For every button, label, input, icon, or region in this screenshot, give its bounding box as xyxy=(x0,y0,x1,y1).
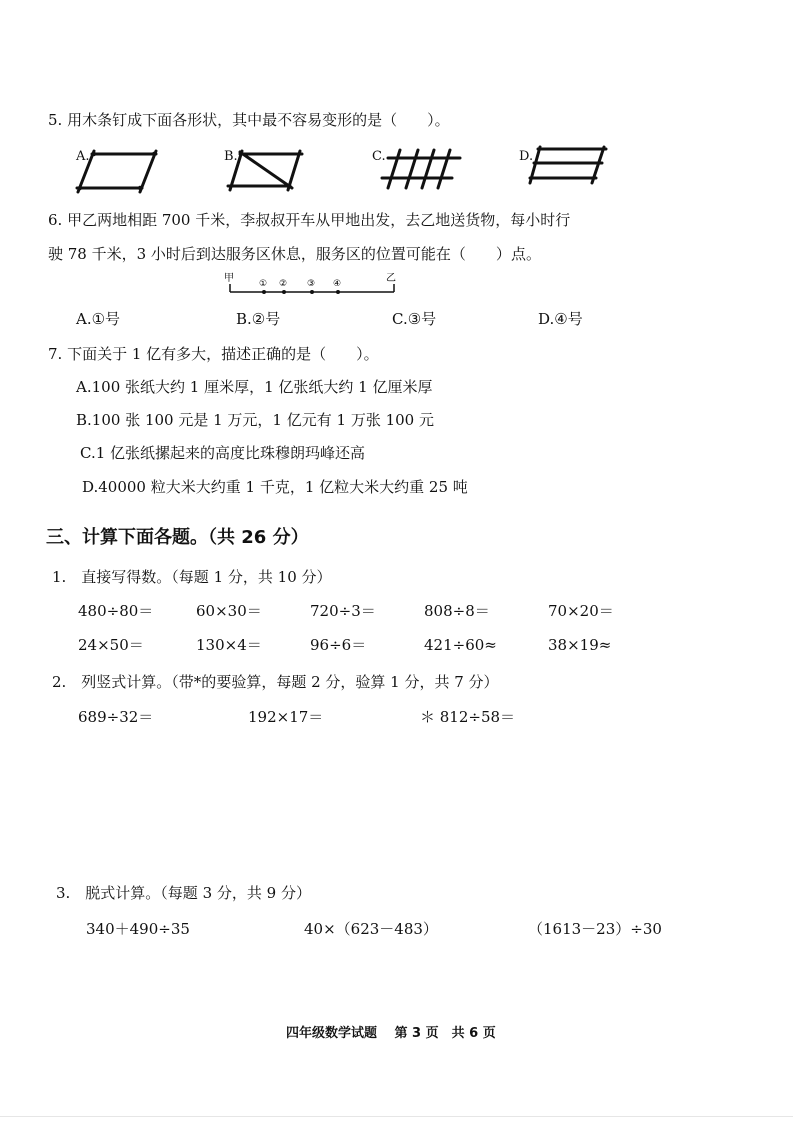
q5-option-d-label: D. xyxy=(519,149,534,164)
q6-option-d[interactable]: D.④号 xyxy=(538,310,583,328)
page-footer: 四年级数学试题 第 3 页 共 6 页 xyxy=(286,1026,496,1041)
q7-option-a[interactable]: A.100 张纸大约 1 厘米厚，1 亿张纸大约 1 亿厘米厚 xyxy=(76,378,433,396)
bottom-divider xyxy=(0,1116,793,1117)
mental-math-item: 38×19≈ xyxy=(548,636,612,654)
vertical-calc-item: 192×17＝ xyxy=(248,708,324,726)
q5-option-b-shape[interactable] xyxy=(226,148,306,196)
vertical-calc-item: 689÷32＝ xyxy=(78,708,154,726)
q5-option-d-shape[interactable] xyxy=(526,145,610,187)
q5-option-c-shape[interactable] xyxy=(380,148,462,190)
question-6-line-1: 6. 甲乙两地相距 700 千米，李叔叔开车从甲地出发，去乙地送货物，每小时行 xyxy=(48,211,571,229)
part-1-title: 1. 直接写得数。（每题 1 分，共 10 分） xyxy=(52,568,332,586)
stepwise-calc-item: 40×（623－483） xyxy=(304,920,438,938)
mental-math-item: 60×30＝ xyxy=(196,602,262,620)
q5-option-a-label: A. xyxy=(76,149,90,164)
q6-option-c[interactable]: C.③号 xyxy=(392,310,437,328)
q7-option-c[interactable]: C.1 亿张纸摞起来的高度比珠穆朗玛峰还高 xyxy=(80,444,366,462)
part-3-title: 3. 脱式计算。（每题 3 分，共 9 分） xyxy=(56,884,311,902)
mental-math-item: 720÷3＝ xyxy=(310,602,376,620)
stepwise-calc-item: （1613－23）÷30 xyxy=(528,920,662,938)
mental-math-item: 70×20＝ xyxy=(548,602,614,620)
q6-option-a[interactable]: A.①号 xyxy=(76,310,121,328)
q6-option-b[interactable]: B.②号 xyxy=(236,310,281,328)
stepwise-calc-item: 340＋490÷35 xyxy=(86,920,190,938)
q7-option-b[interactable]: B.100 张 100 元是 1 万元，1 亿元有 1 万张 100 元 xyxy=(76,411,434,429)
route-point-3: ③ xyxy=(307,279,316,289)
mental-math-item: 96÷6＝ xyxy=(310,636,367,654)
question-5-stem: 5. 用木条钉成下面各形状，其中最不容易变形的是（ ）。 xyxy=(48,111,450,129)
question-7-stem: 7. 下面关于 1 亿有多大，描述正确的是（ ）。 xyxy=(48,345,379,363)
q5-option-a-shape[interactable] xyxy=(74,148,164,196)
q7-option-d[interactable]: D.40000 粒大米大约重 1 千克，1 亿粒大米大约重 25 吨 xyxy=(82,478,468,496)
route-diagram xyxy=(222,270,402,300)
mental-math-item: 808÷8＝ xyxy=(424,602,490,620)
vertical-calc-item: ＊ 812÷58＝ xyxy=(420,708,516,726)
section-3-heading: 三、计算下面各题。（共 26 分） xyxy=(46,527,309,548)
route-end-label: 乙 xyxy=(386,273,396,284)
mental-math-item: 24×50＝ xyxy=(78,636,144,654)
route-point-2: ② xyxy=(279,279,288,289)
route-start-label: 甲 xyxy=(224,273,234,284)
mental-math-item: 130×4＝ xyxy=(196,636,262,654)
mental-math-item: 421÷60≈ xyxy=(424,636,497,654)
route-point-1: ① xyxy=(259,279,268,289)
q5-option-c-label: C. xyxy=(372,149,386,164)
q5-option-b-label: B. xyxy=(224,149,238,164)
mental-math-item: 480÷80＝ xyxy=(78,602,154,620)
question-6-line-2: 驶 78 千米，3 小时后到达服务区休息，服务区的位置可能在（ ）点。 xyxy=(48,245,541,263)
part-2-title: 2. 列竖式计算。（带*的要验算，每题 2 分，验算 1 分，共 7 分） xyxy=(52,673,499,691)
route-point-4: ④ xyxy=(333,279,342,289)
